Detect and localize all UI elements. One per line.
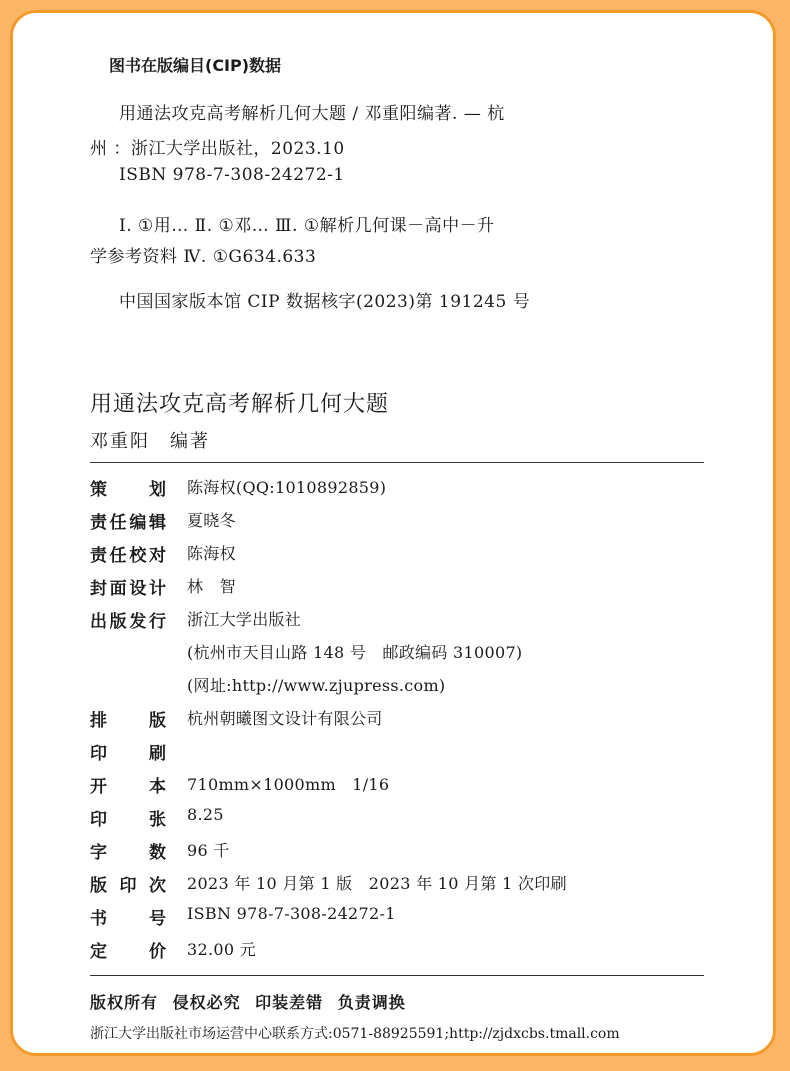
detail-value: 陈海权(QQ:1010892859)	[187, 478, 387, 497]
detail-value: 林 智	[187, 577, 236, 596]
detail-value: (杭州市天目山路 148 号 邮政编码 310007)	[187, 643, 523, 662]
detail-label: 责 任 校 对	[90, 546, 166, 566]
top-divider	[90, 462, 704, 463]
copyright-slogan: 版权所有 侵权必究 印装差错 负责调换	[90, 993, 406, 1012]
detail-value: 2023 年 10 月第 1 版 2023 年 10 月第 1 次印刷	[187, 874, 567, 893]
detail-value: 96 千	[187, 841, 230, 860]
detail-label: 责 任 编 辑	[90, 513, 166, 533]
detail-value: 32.00 元	[187, 940, 256, 959]
contact-info: 浙江大学出版社市场运营中心联系方式:0571-88925591;http://zjdxcbs.tmall.com	[90, 1026, 620, 1042]
detail-label: 版 印 次	[90, 876, 166, 896]
cip-line-6: 中国国家版本馆 CIP 数据核字(2023)第 191245 号	[119, 292, 531, 312]
cip-line-2: 州 ：浙江大学出版社，2023.10	[90, 139, 345, 159]
cip-line-3: ISBN 978-7-308-24272-1	[119, 165, 345, 185]
cip-line-5: 学参考资料 Ⅳ. ①G634.633	[90, 247, 317, 267]
detail-value: 夏晓冬	[187, 511, 236, 530]
detail-value: 陈海权	[187, 544, 236, 563]
detail-value: 8.25	[187, 805, 224, 824]
detail-label: 排 版	[90, 711, 166, 731]
detail-value: 浙江大学出版社	[187, 610, 302, 629]
copyright-page	[10, 10, 776, 1056]
bottom-divider	[90, 975, 704, 976]
detail-label: 印 张	[90, 810, 166, 830]
cip-line-4: Ⅰ. ①用… Ⅱ. ①邓… Ⅲ. ①解析几何课－高中－升	[119, 216, 495, 236]
detail-label: 出 版 发 行	[90, 612, 166, 632]
cip-line-1: 用通法攻克高考解析几何大题 / 邓重阳编著. — 杭	[119, 104, 505, 124]
detail-label: 开 本	[90, 777, 166, 797]
cip-heading: 图书在版编目(CIP)数据	[109, 56, 282, 75]
detail-label: 定 价	[90, 942, 166, 962]
detail-value: 710mm×1000mm 1/16	[187, 775, 390, 794]
book-author: 邓重阳 编著	[90, 431, 210, 452]
detail-value: ISBN 978-7-308-24272-1	[187, 904, 396, 923]
detail-value: 杭州朝曦图文设计有限公司	[187, 709, 383, 728]
detail-label: 印 刷	[90, 744, 166, 764]
book-title: 用通法攻克高考解析几何大题	[90, 392, 390, 417]
detail-label: 书 号	[90, 909, 166, 929]
detail-label: 字 数	[90, 843, 166, 863]
detail-label: 封 面 设 计	[90, 579, 166, 599]
detail-label: 策 划	[90, 480, 166, 500]
detail-value: (网址:http://www.zjupress.com)	[187, 676, 446, 695]
